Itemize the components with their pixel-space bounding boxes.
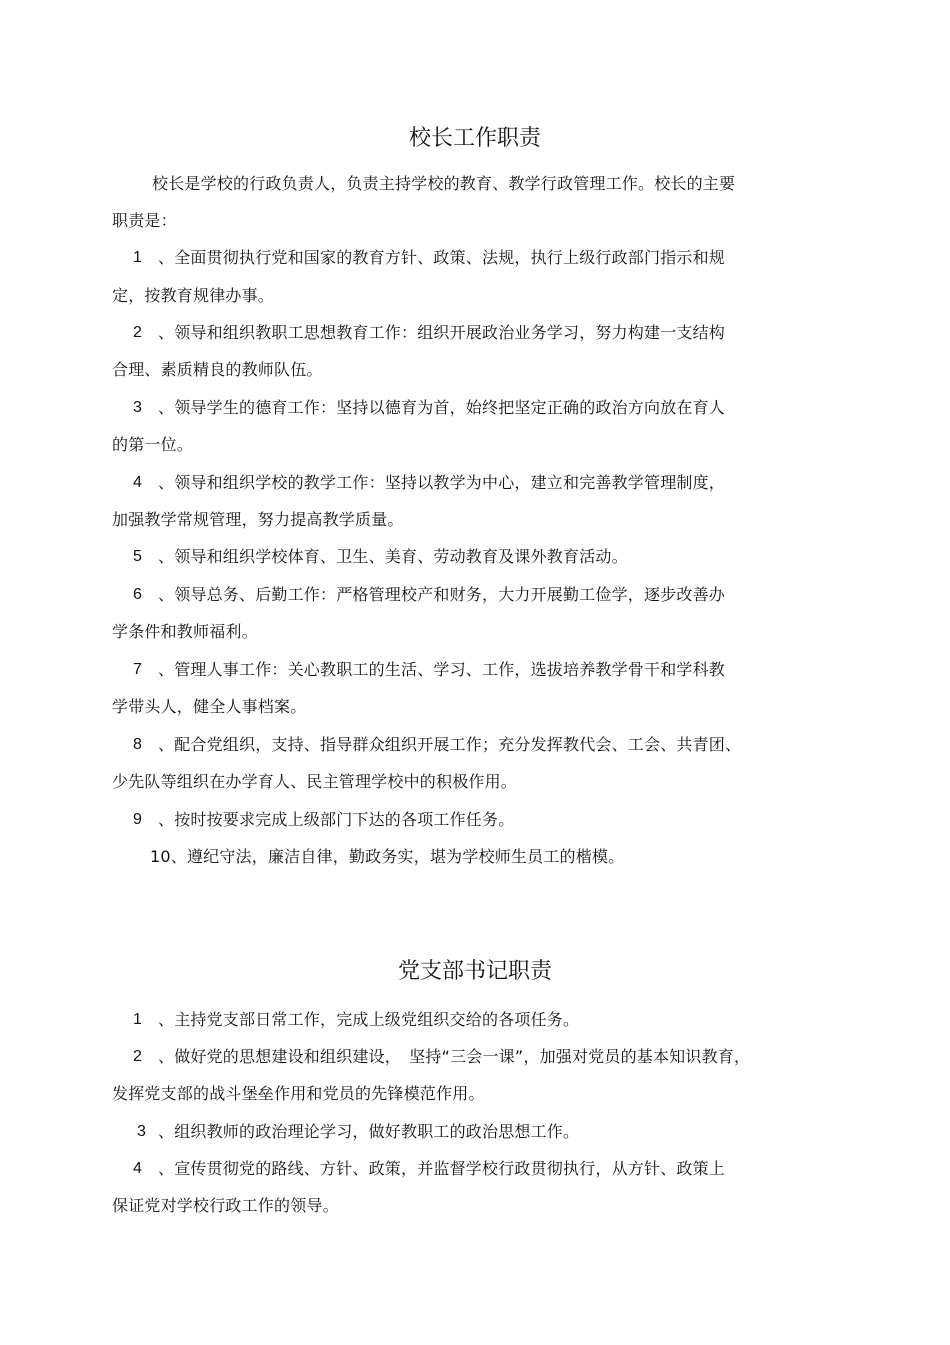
section1-item7-line1: 、管理人事工作：关心教职工的生活、学习、工作，选拔培养教学骨干和学科教 (158, 660, 726, 679)
section2-item4-number: 4 (133, 1160, 142, 1177)
section1-item2-line1: 、领导和组织教职工思想教育工作：组织开展政治业务学习，努力构建一支结构 (158, 323, 726, 342)
section1-item9-number: 9 (133, 811, 142, 828)
section1-item6-line1: 、领导总务、后勤工作：严格管理校产和财务，大力开展勤工俭学，逐步改善办 (158, 585, 726, 604)
section1-item3-number: 3 (133, 399, 142, 416)
section1-item4-number: 4 (133, 474, 142, 491)
section2-item1-number: 1 (133, 1011, 142, 1028)
section1-item7-number: 7 (133, 661, 142, 678)
section1-item3-line1: 、领导学生的德育工作：坚持以德育为首，始终把坚定正确的政治方向放在育人 (158, 398, 726, 417)
section2-item4-line1: 、宣传贯彻党的路线、方针、政策，并监督学校行政贯彻执行，从方针、政策上 (158, 1159, 726, 1178)
section2-item2-number: 2 (133, 1048, 142, 1065)
section1-item4-line2: 加强教学常规管理，努力提高教学质量。 (112, 510, 404, 529)
section1-item4-line1: 、领导和组织学校的教学工作：坚持以教学为中心，建立和完善教学管理制度， (158, 473, 726, 492)
section1-item6-line2: 学条件和教师福利。 (112, 622, 258, 641)
section1-item2-line2: 合理、素质精良的教师队伍。 (112, 360, 323, 379)
section1-item8-number: 8 (133, 736, 142, 753)
section1-intro-line1: 校长是学校的行政负责人，负责主持学校的教育、教学行政管理工作。校长的主要 (152, 174, 736, 193)
section1-item8-line2: 少先队等组织在办学育人、民主管理学校中的积极作用。 (112, 772, 518, 791)
section2-item1-line1: 、主持党支部日常工作，完成上级党组织交给的各项任务。 (158, 1010, 580, 1029)
section2-item3-line1: 、组织教师的政治理论学习，做好教职工的政治思想工作。 (158, 1122, 580, 1141)
section1-item5-number: 5 (133, 548, 142, 565)
section1-intro-line2: 职责是： (112, 211, 177, 230)
section1-item8-line1: 、配合党组织，支持、指导群众组织开展工作；充分发挥教代会、工会、共青团、 (158, 735, 742, 754)
section1-item1-number: 1 (133, 249, 142, 266)
section1-item10: 10、遵纪守法，廉洁自律，勤政务实，堪为学校师生员工的楷模。 (150, 847, 625, 866)
section2-item2-line1: 、做好党的思想建设和组织建设， 坚持“三会一课”，加强对党员的基本知识教育， (158, 1047, 751, 1066)
section1-item1-line2: 定，按教育规律办事。 (112, 286, 275, 305)
section2-item4-line2: 保证党对学校行政工作的领导。 (112, 1196, 339, 1215)
section1-item6-number: 6 (133, 586, 142, 603)
section1-title: 校长工作职责 (408, 126, 541, 151)
section2-item3-number: 3 (137, 1123, 146, 1140)
section1-item1-line1: 、全面贯彻执行党和国家的教育方针、政策、法规，执行上级行政部门指示和规 (158, 248, 726, 267)
section1-item9-line1: 、按时按要求完成上级部门下达的各项工作任务。 (158, 810, 515, 829)
section2-item2-line2: 发挥党支部的战斗堡垒作用和党员的先锋模范作用。 (112, 1084, 485, 1103)
section1-item2-number: 2 (133, 324, 142, 341)
section1-item7-line2: 学带头人，健全人事档案。 (112, 697, 307, 716)
section1-item5-line1: 、领导和组织学校体育、卫生、美育、劳动教育及课外教育活动。 (158, 547, 628, 566)
section1-item3-line2: 的第一位。 (112, 435, 194, 454)
section2-title: 党支部书记职责 (397, 959, 552, 984)
